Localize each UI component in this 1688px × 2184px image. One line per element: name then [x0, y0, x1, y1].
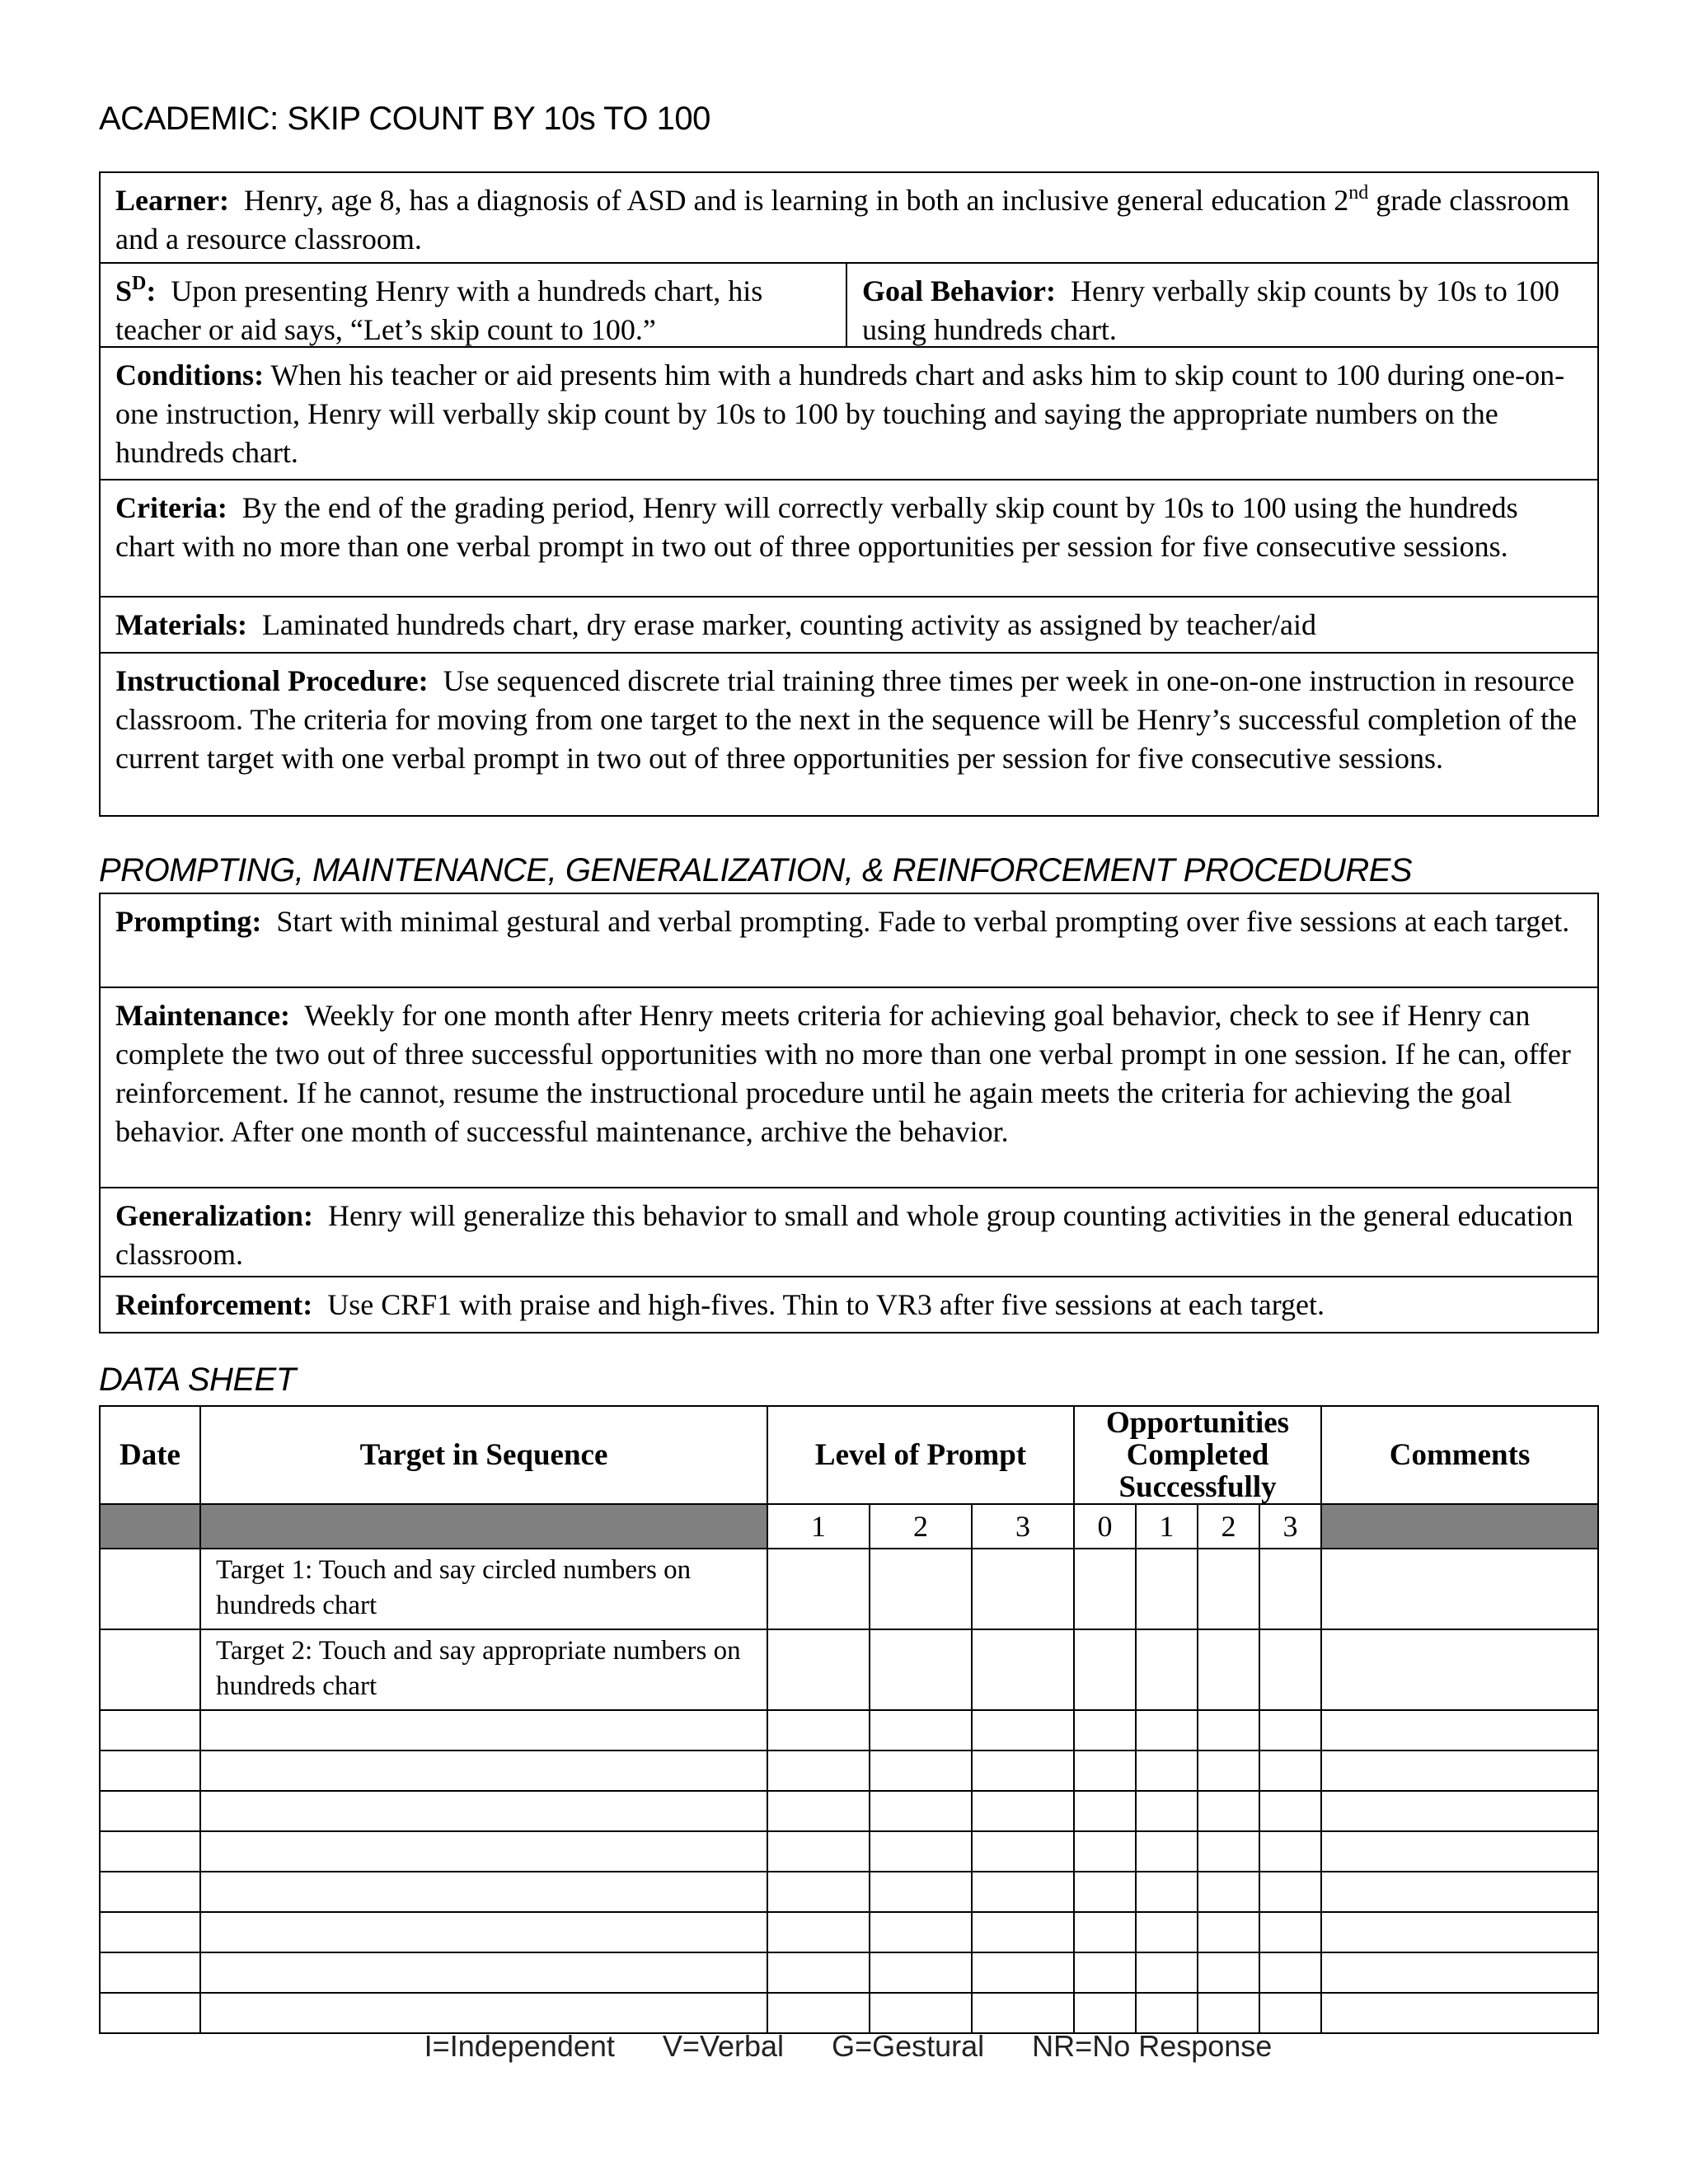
data-cell[interactable] — [1259, 1549, 1321, 1629]
legend-item: NR=No Response — [1032, 2029, 1273, 2063]
table-row — [100, 1710, 1598, 1750]
target-header: Target in Sequence — [200, 1406, 767, 1504]
materials-text: Laminated hundreds chart, dry erase marker, counting activity as assigned by teacher/aid — [261, 608, 1317, 641]
data-cell[interactable] — [870, 1952, 972, 1993]
comments-header: Comments — [1321, 1406, 1598, 1504]
legend-item: V=Verbal — [662, 2029, 785, 2063]
data-cell[interactable] — [972, 1549, 1074, 1629]
data-cell[interactable] — [767, 1629, 870, 1710]
reinforcement-text: Use CRF1 with praise and high-fives. Thin to VR3 after five sessions at each target. — [327, 1288, 1325, 1321]
prompting-text: Start with minimal gestural and verbal prompting. Fade to verbal prompting over five sessions at each target. — [276, 905, 1570, 938]
data-cell[interactable] — [1074, 1872, 1136, 1912]
prompt-level-1: 1 — [767, 1504, 870, 1549]
criteria-row — [101, 479, 1597, 596]
comments-cell[interactable] — [1321, 1791, 1598, 1831]
table-row — [100, 1993, 1598, 2033]
legend — [99, 2029, 1597, 2064]
maintenance-row — [101, 987, 1597, 1187]
comments-cell[interactable] — [1321, 1952, 1598, 1993]
data-cell[interactable] — [767, 1750, 870, 1791]
data-cell[interactable] — [767, 1549, 870, 1629]
data-cell[interactable] — [767, 1952, 870, 1993]
data-cell[interactable] — [767, 1912, 870, 1952]
date-cell[interactable] — [100, 1952, 200, 1993]
data-cell[interactable] — [1136, 1993, 1198, 2033]
data-cell[interactable] — [1259, 1710, 1321, 1750]
data-cell[interactable] — [972, 1750, 1074, 1791]
data-cell[interactable] — [767, 1710, 870, 1750]
materials-label: Materials: — [115, 608, 247, 641]
data-cell[interactable] — [1259, 1993, 1321, 2033]
prompt-level-2: 2 — [870, 1504, 972, 1549]
target-cell[interactable] — [200, 1710, 767, 1750]
criteria-label: Criteria: — [115, 491, 227, 524]
data-cell[interactable] — [1198, 1750, 1259, 1791]
data-cell[interactable] — [1136, 1629, 1198, 1710]
data-cell[interactable] — [1074, 1993, 1136, 2033]
sd-text: Upon presenting Henry with a hundreds chart, his teacher or aid says, “Let’s skip count to 100.” — [115, 274, 763, 346]
data-cell[interactable] — [1074, 1750, 1136, 1791]
opportunity-level-2: 2 — [1198, 1504, 1259, 1549]
comments-cell[interactable] — [1321, 1831, 1598, 1872]
data-cell[interactable] — [1136, 1831, 1198, 1872]
data-cell[interactable] — [972, 1872, 1074, 1912]
data-cell[interactable] — [1198, 1629, 1259, 1710]
target-cell: Target 1: Touch and say circled numbers on hundreds chart — [200, 1549, 767, 1629]
data-cell[interactable] — [1259, 1629, 1321, 1710]
goal-text: Henry verbally skip counts by 10s to 100 using hundreds chart. — [862, 274, 1559, 346]
data-cell[interactable] — [870, 1912, 972, 1952]
target-cell[interactable] — [200, 1872, 767, 1912]
opportunity-level-0: 0 — [1074, 1504, 1136, 1549]
shaded-cell — [100, 1504, 200, 1549]
data-cell[interactable] — [767, 1831, 870, 1872]
comments-cell[interactable] — [1321, 1549, 1598, 1629]
data-cell[interactable] — [870, 1629, 972, 1710]
data-cell[interactable] — [1259, 1750, 1321, 1791]
prompting-row — [101, 894, 1597, 987]
comments-cell[interactable] — [1321, 1912, 1598, 1952]
table-row — [100, 1791, 1598, 1831]
date-cell[interactable] — [100, 1912, 200, 1952]
target-cell[interactable] — [200, 1750, 767, 1791]
blank-rows — [100, 1710, 1598, 2033]
comments-cell[interactable] — [1321, 1629, 1598, 1710]
data-cell[interactable] — [870, 1791, 972, 1831]
criteria-text: By the end of the grading period, Henry will correctly verbally skip count by 10s to 100 using the hundreds chart with no more than one verbal prompt in two out of three opportunities per session for five consecutive sessions. — [115, 491, 1518, 563]
comments-cell[interactable] — [1321, 1710, 1598, 1750]
data-cell[interactable] — [1136, 1750, 1198, 1791]
data-cell[interactable] — [1074, 1912, 1136, 1952]
data-cell[interactable] — [1198, 1549, 1259, 1629]
opportunities-header: Opportunities Completed Successfully — [1074, 1406, 1321, 1504]
prompt-level-3: 3 — [972, 1504, 1074, 1549]
data-cell[interactable] — [1136, 1791, 1198, 1831]
subheader-row — [100, 1504, 1598, 1549]
data-cell[interactable] — [972, 1831, 1074, 1872]
header-row — [100, 1406, 1598, 1504]
table-row — [100, 1831, 1598, 1872]
goal-label: Goal Behavior: — [862, 274, 1056, 307]
data-sheet-table — [99, 1405, 1599, 2034]
comments-cell[interactable] — [1321, 1872, 1598, 1912]
target-cell[interactable] — [200, 1952, 767, 1993]
date-cell[interactable] — [100, 1993, 200, 2033]
maintenance-text: Weekly for one month after Henry meets criteria for achieving goal behavior, check to see if Henry can complete the two out of three successful opportunities with no more than one verbal prompt in one session. If he can, offer reinforcement. If he cannot, resume the instructional procedure until he again meets the criteria for achieving the goal behavior. After one month of successful maintenance, archive the behavior. — [115, 999, 1571, 1148]
date-cell[interactable] — [100, 1791, 200, 1831]
date-cell[interactable] — [100, 1750, 200, 1791]
opportunity-level-3: 3 — [1259, 1504, 1321, 1549]
data-cell[interactable] — [972, 1952, 1074, 1993]
data-cell[interactable] — [1136, 1872, 1198, 1912]
reinforcement-row — [101, 1276, 1597, 1332]
data-cell[interactable] — [1136, 1710, 1198, 1750]
data-cell[interactable] — [1198, 1993, 1259, 2033]
procedures-heading: PROMPTING, MAINTENANCE, GENERALIZATION, & REINFORCEMENT PROCEDURES — [99, 852, 1413, 888]
conditions-text: When his teacher or aid presents him with a hundreds chart and asks him to skip count to 100 during one-on-one instruction, Henry will verbally skip count by 10s to 100 by touching and saying the appropriate numbers on the hundreds chart. — [115, 359, 1565, 469]
data-cell[interactable] — [1198, 1831, 1259, 1872]
data-cell[interactable] — [1136, 1549, 1198, 1629]
data-cell[interactable] — [1074, 1549, 1136, 1629]
data-cell[interactable] — [1074, 1791, 1136, 1831]
data-cell[interactable] — [1198, 1872, 1259, 1912]
table-row — [100, 1750, 1598, 1791]
legend-item: I=Independent — [424, 2029, 615, 2063]
learner-row — [101, 173, 1597, 262]
sd-goal-row — [101, 262, 1597, 346]
data-cell[interactable] — [767, 1791, 870, 1831]
conditions-label: Conditions: — [115, 359, 265, 391]
data-cell[interactable] — [870, 1710, 972, 1750]
data-cell[interactable] — [1198, 1791, 1259, 1831]
data-cell[interactable] — [1074, 1710, 1136, 1750]
materials-row — [101, 596, 1597, 652]
learner-label: Learner: — [115, 184, 229, 217]
sd-cell — [101, 264, 847, 346]
data-cell[interactable] — [1136, 1912, 1198, 1952]
plan-box — [99, 171, 1599, 817]
data-cell[interactable] — [972, 1993, 1074, 2033]
target-cell[interactable] — [200, 1791, 767, 1831]
data-cell[interactable] — [1074, 1629, 1136, 1710]
date-cell[interactable] — [100, 1629, 200, 1710]
sd-label: $S^D$: — [115, 273, 157, 307]
table-row — [100, 1952, 1598, 1993]
data-cell[interactable] — [870, 1549, 972, 1629]
data-cell[interactable] — [1136, 1952, 1198, 1993]
page-title: ACADEMIC: SKIP COUNT BY 10s TO 100 — [99, 101, 710, 137]
table-row — [100, 1912, 1598, 1952]
data-cell[interactable] — [1259, 1912, 1321, 1952]
data-cell[interactable] — [1198, 1912, 1259, 1952]
comments-cell[interactable] — [1321, 1993, 1598, 2033]
data-cell[interactable] — [1259, 1872, 1321, 1912]
data-cell[interactable] — [870, 1750, 972, 1791]
conditions-row — [101, 346, 1597, 479]
data-cell[interactable] — [767, 1872, 870, 1912]
generalization-text: Henry will generalize this behavior to small and whole group counting activities in the general education classroom. — [115, 1199, 1573, 1271]
learner-sup: nd — [1348, 182, 1369, 204]
maintenance-label: Maintenance: — [115, 999, 290, 1032]
shaded-cell — [200, 1504, 767, 1549]
date-cell[interactable] — [100, 1549, 200, 1629]
data-cell[interactable] — [1074, 1831, 1136, 1872]
target-cell[interactable] — [200, 1912, 767, 1952]
data-cell[interactable] — [870, 1872, 972, 1912]
data-cell[interactable] — [767, 1993, 870, 2033]
legend-item: G=Gestural — [832, 2029, 985, 2063]
table-row — [100, 1629, 1598, 1710]
procedure-row — [101, 652, 1597, 815]
prompt-header: Level of Prompt — [767, 1406, 1074, 1504]
learner-text-a: Henry, age 8, has a diagnosis of ASD and is learning in both an inclusive general education 2 — [243, 184, 1349, 217]
data-sheet-heading: DATA SHEET — [99, 1361, 296, 1398]
data-cell[interactable] — [1198, 1710, 1259, 1750]
opportunity-level-1: 1 — [1136, 1504, 1198, 1549]
date-cell[interactable] — [100, 1831, 200, 1872]
prompting-label: Prompting: — [115, 905, 262, 938]
shaded-cell — [1321, 1504, 1598, 1549]
data-cell[interactable] — [1259, 1952, 1321, 1993]
data-cell[interactable] — [972, 1710, 1074, 1750]
data-cell[interactable] — [972, 1912, 1074, 1952]
learner-text-b: grade classroom and a resource classroom. — [115, 184, 1570, 255]
data-cell[interactable] — [870, 1831, 972, 1872]
generalization-row — [101, 1187, 1597, 1276]
target-cell[interactable] — [200, 1993, 767, 2033]
data-cell[interactable] — [1259, 1791, 1321, 1831]
data-cell[interactable] — [1259, 1831, 1321, 1872]
goal-cell — [847, 264, 1597, 346]
table-row — [100, 1549, 1598, 1629]
procedure-text: Use sequenced discrete trial training three times per week in one-on-one instruction in resource classroom. The criteria for moving from one target to the next in the sequence will be Henry’s successful completion of the current target with one verbal prompt in two out of three opportunities per session for five consecutive sessions. — [115, 664, 1578, 775]
data-cell[interactable] — [972, 1791, 1074, 1831]
table-row — [100, 1872, 1598, 1912]
comments-cell[interactable] — [1321, 1750, 1598, 1791]
generalization-label: Generalization: — [115, 1199, 313, 1232]
target-cell: Target 2: Touch and say appropriate numbers on hundreds chart — [200, 1629, 767, 1710]
data-cell[interactable] — [1074, 1952, 1136, 1993]
date-header: Date — [100, 1406, 200, 1504]
data-cell[interactable] — [972, 1629, 1074, 1710]
reinforcement-label: Reinforcement: — [115, 1288, 313, 1321]
procedures-box — [99, 893, 1599, 1333]
data-cell[interactable] — [1198, 1952, 1259, 1993]
procedure-label: Instructional Procedure: — [115, 664, 429, 697]
target-cell[interactable] — [200, 1831, 767, 1872]
data-cell[interactable] — [870, 1993, 972, 2033]
date-cell[interactable] — [100, 1872, 200, 1912]
date-cell[interactable] — [100, 1710, 200, 1750]
